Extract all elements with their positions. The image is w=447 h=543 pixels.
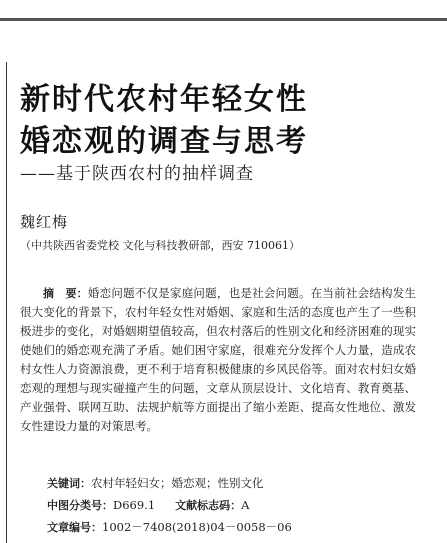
abstract-text: 婚恋问题不仅是家庭问题，也是社会问题。在当前社会结构发生很大变化的背景下，农村年轻女性对婚姻、家庭和生活的态度也产生了一些积极进步的变化，对婚姻期望值较高，但农村落后的性别文化和经济困难的现实使她们的婚恋观充满了矛盾。她们困守家庭，很难充分发挥个人力量，造成农村女性人力资源浪费，更不利于培育积极健康的乡风民俗等。面对农村妇女婚恋观的理想与现实碰撞产生的问题，文章从顶层设计、文化培育、教育奠基、产业强骨、联网互助、法规护航等方面提出了缩小差距、提高女性地位、激发女性建设力量的对策思考。 <box>20 286 416 433</box>
clc-value: D669.1 <box>113 498 156 512</box>
article-title-line-2: 婚恋观的调查与思考 <box>20 124 308 159</box>
article-no-value: 1002－7408(2018)04－0058－06 <box>102 520 292 534</box>
clc-label: 中图分类号： <box>47 499 113 512</box>
article-number-line <box>47 522 292 534</box>
article-subtitle: ——基于陕西农村的抽样调查 <box>20 164 254 184</box>
doc-code-value: A <box>241 498 250 512</box>
keywords-value: 农村年轻妇女；婚恋观；性别文化 <box>91 476 264 490</box>
article-title-line-1: 新时代农村年轻女性 <box>20 82 308 117</box>
doc-code-label: 文献标志码： <box>175 499 242 512</box>
header-rule <box>0 18 447 21</box>
keywords-label: 关键词： <box>47 477 91 490</box>
abstract <box>20 284 416 436</box>
margin-rule <box>6 62 7 543</box>
author-name: 魏红梅 <box>20 213 69 231</box>
keywords-line <box>47 478 264 490</box>
classification-line <box>47 500 249 512</box>
abstract-label: 摘 要： <box>43 287 88 300</box>
author-affiliation: （中共陕西省委党校 文化与科技教研部，西安 710061） <box>20 239 300 252</box>
article-no-label: 文章编号： <box>47 521 102 534</box>
